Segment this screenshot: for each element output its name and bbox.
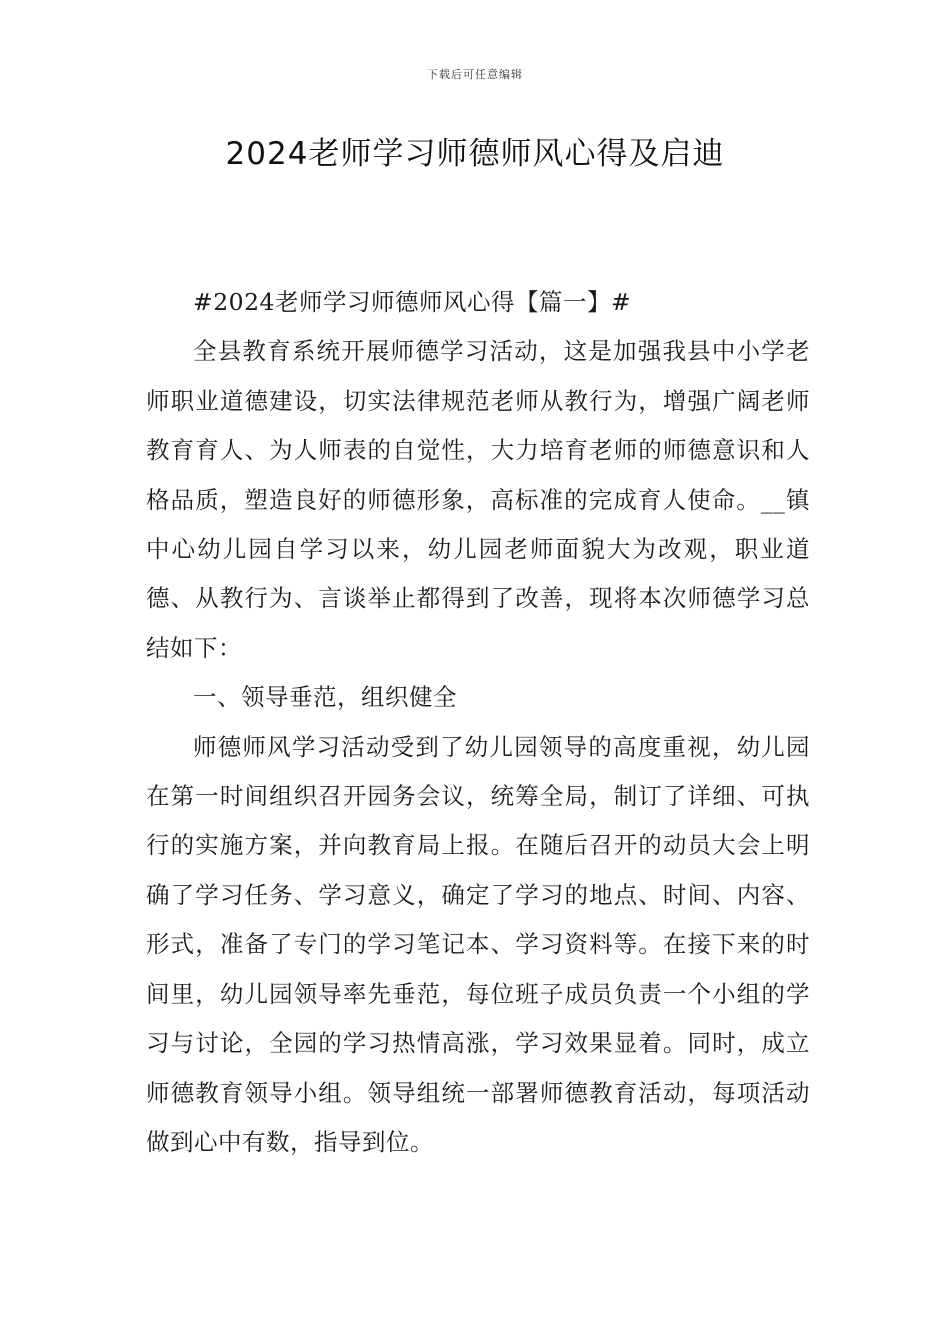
document-title: 2024老师学习师德师风心得及启迪	[225, 136, 725, 172]
header-note: 下载后可任意编辑	[427, 68, 523, 81]
body-paragraph-leadership: 师德师风学习活动受到了幼儿园领导的高度重视，幼儿园在第一时间组织召开园务会议，统筹全局，制订了详细、可执行的实施方案，并向教育局上报。在随后召开的动员大会上明确了学习任务、学习意义，确定了学习的地点、时间、内容、形式，准备了专门的学习笔记本、学习资料等。在接下来的时间里，幼儿园领导率先垂范，每位班子成员负责一个小组的学习与讨论，全园的学习热情高涨，学习效果显着。同时，成立师德教育领导小组。领导组统一部署师德教育活动，每项活动做到心中有数，指导到位。	[146, 732, 810, 1156]
document-body	[146, 278, 810, 1167]
section-subheading-leadership: 一、领导垂范，组织健全	[193, 683, 457, 712]
body-paragraph-intro: 全县教育系统开展师德学习活动，这是加强我县中小学老师职业道德建设，切实法律规范老师从教行为，增强广阔老师教育育人、为人师表的自觉性，大力培育老师的师德意识和人格品质，塑造良好的师德形象，高标准的完成育人使命。__镇中心幼儿园自学习以来，幼儿园老师面貌大为改观，职业道德、从教行为、言谈举止都得到了改善，现将本次师德学习总结如下：	[146, 337, 810, 662]
section-heading-part-one: #2024老师学习师德师风心得【篇一】#	[193, 288, 632, 316]
